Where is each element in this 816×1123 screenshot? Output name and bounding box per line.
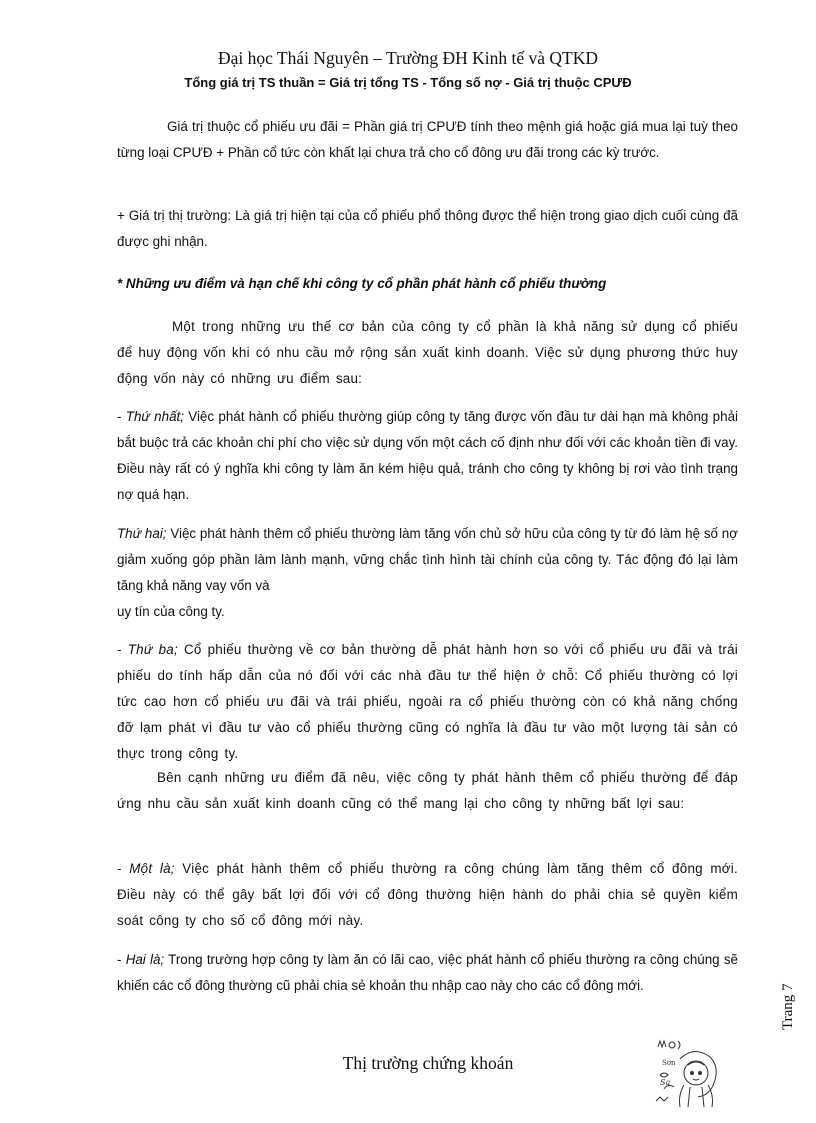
list-label: Một là;	[129, 861, 175, 876]
page-footer: Thị trường chứng khoán	[342, 1053, 514, 1073]
paragraph-third	[117, 637, 738, 767]
paragraph-intro	[117, 314, 738, 392]
paragraph-market-value	[117, 203, 738, 255]
paragraph-text: Bên cạnh những ưu điểm đã nêu, việc công ty phát hành thêm cổ phiếu thường để đáp ứng nhu cầu sản xuất kinh doanh cũng có thể mang lại cho công ty những bất lợi sau:	[117, 770, 738, 811]
svg-text:Sa: Sa	[660, 1078, 671, 1087]
svg-text:Sơn: Sơn	[662, 1059, 676, 1067]
list-dash: -	[117, 409, 126, 424]
page-header: Đại học Thái Nguyên – Trường ĐH Kinh tế và QTKD	[217, 48, 599, 68]
list-text: Việc phát hành thêm cổ phiếu thường làm tăng vốn chủ sở hữu của công ty từ đó làm hệ số nợ giảm xuống góp phần làm lành mạnh, vững chắc tình hình tài chính của công ty. Tác động đó lại làm tăng khả năng vay vốn và	[117, 526, 738, 593]
paragraph-text: + Giá trị thị trường: Là giá trị hiện tại của cổ phiếu phổ thông được thể hiện trong giao dịch cuối cùng đã được ghi nhận.	[117, 208, 738, 249]
list-text: Việc phát hành thêm cổ phiếu thường ra công chúng làm tăng thêm cổ đông mới. Điều này có thể gây bất lợi đối với cổ đông thường hiện hành do phải chia sẻ quyền kiểm soát công ty cho số cổ đông mới này.	[117, 861, 738, 928]
music-girl-logo-icon	[650, 1035, 730, 1115]
paragraph-text	[117, 856, 738, 934]
paragraph-preferred-stock-value	[117, 114, 738, 166]
heading-text: * Những ưu điểm và hạn chế khi công ty cổ phần phát hành cổ phiếu thường	[117, 276, 607, 291]
paragraph-text: Một trong những ưu thế cơ bản của công ty cổ phần là khả năng sử dụng cổ phiếu để huy động vốn khi có nhu cầu mở rộng sản xuất kinh doanh. Việc sử dụng phương thức huy động vốn này có những ưu điểm sau:	[117, 319, 738, 386]
paragraph-tail: uy tín của công ty.	[117, 604, 225, 619]
list-label: Thứ nhất;	[125, 409, 184, 424]
formula-line: Tổng giá trị TS thuần = Giá trị tổng TS - Tổng số nợ - Giá trị thuộc CPƯĐ	[184, 75, 632, 90]
list-dash: -	[117, 861, 130, 876]
paragraph-text	[117, 521, 738, 599]
page-number: Trang 7	[780, 983, 796, 1030]
paragraph-disadvantage-one	[117, 856, 738, 934]
paragraph-text	[117, 637, 738, 767]
list-text: Việc phát hành cổ phiếu thường giúp công ty tăng được vốn đầu tư dài hạn mà không phải bắt buộc trả các khoản chi phí cho việc sử dụng vốn một cách cố định như đối với các khoản tiền đi vay. Điều này rất có ý nghĩa khi công ty làm ăn kém hiệu quả, tránh cho công ty không bị rơi vào tình trạng nợ quá hạn.	[117, 409, 738, 502]
list-dash: -	[117, 952, 126, 967]
list-label: Hai là;	[125, 952, 165, 967]
list-label: Thứ hai;	[117, 526, 167, 541]
paragraph-text	[117, 404, 738, 508]
list-label: Thứ ba;	[127, 642, 178, 657]
paragraph-disadvantage-two	[117, 947, 738, 999]
paragraph-text	[117, 947, 738, 999]
paragraph-second	[117, 521, 738, 625]
paragraph-disadvantages-intro	[117, 765, 738, 817]
paragraph-first	[117, 404, 738, 508]
list-text: Cổ phiếu thường về cơ bản thường dễ phát hành hơn so với cổ phiếu ưu đãi và trái phiếu do tính hấp dẫn của nó đối với các nhà đầu tư thể hiện ở chỗ: Cổ phiếu thường có lợi tức cao hơn cổ phiếu ưu đãi và trái phiếu, ngoài ra cổ phiếu thường còn có khả năng chống đỡ lạm phát vì đầu tư vào cổ phiếu thường cũng có nghĩa là đầu tư vào một lượng tài sản có thực trong công ty.	[117, 642, 739, 761]
list-text: Trong trường hợp công ty làm ăn có lãi cao, việc phát hành cổ phiếu thường ra công chúng sẽ khiến các cổ đông thường cũ phải chia sẻ khoản thu nhập cao này cho các cổ đông mới.	[117, 952, 738, 993]
section-heading	[117, 271, 738, 297]
list-dash: -	[117, 642, 128, 657]
paragraph-text: Giá trị thuộc cổ phiếu ưu đãi = Phần giá trị CPƯĐ tính theo mệnh giá hoặc giá mua lại tuỳ theo từng loại CPƯĐ + Phần cổ tức còn khất lại chưa trả cho cổ đông ưu đãi trong các kỳ trước.	[117, 119, 738, 160]
